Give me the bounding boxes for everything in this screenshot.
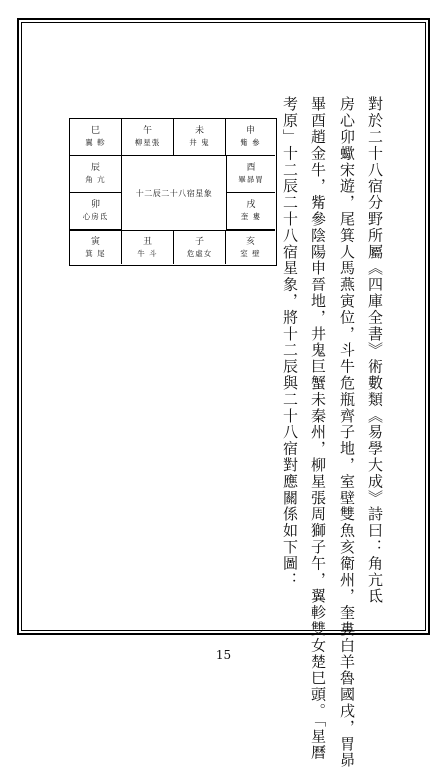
text-column-2: 房心卯蠍宋遊，尾箕人馬燕寅位，斗牛危瓶齊子地，室壁雙魚亥衛州，奎婁白羊魯國戌，胃昴 xyxy=(338,96,356,768)
stars-label: 柳星張 xyxy=(134,138,161,147)
diagram-center-label: 十二辰二十八宿星象 xyxy=(135,188,213,198)
branch-label: 午 xyxy=(142,126,152,136)
branch-label: 酉 xyxy=(246,163,256,173)
cell-xu xyxy=(226,193,275,230)
cell-wei xyxy=(174,119,226,156)
cell-yin xyxy=(70,230,122,264)
stars-label: 箕 尾 xyxy=(85,248,106,258)
stars-label: 畢昴胃 xyxy=(238,175,264,184)
text-column-3: 畢酉趙金牛，觜參陰陽申晉地，井鬼巨蟹未秦州，柳星張周獅子午，翼軫雙女楚巳頭。「星曆 xyxy=(309,96,327,761)
cell-mao xyxy=(70,193,122,230)
cell-hai xyxy=(226,230,275,264)
cell-shen xyxy=(226,119,275,156)
cell-chen xyxy=(70,156,122,193)
cell-wu xyxy=(122,119,174,156)
branch-label: 亥 xyxy=(245,236,255,247)
branch-label: 子 xyxy=(194,236,204,247)
branch-label: 辰 xyxy=(90,163,100,173)
cell-si xyxy=(70,119,122,156)
branch-label: 卯 xyxy=(90,200,100,210)
cell-chou xyxy=(122,230,174,264)
page-number: 15 xyxy=(215,648,232,662)
zodiac-diagram xyxy=(69,118,277,266)
cell-you xyxy=(226,156,275,193)
cell-zi xyxy=(174,230,226,264)
branch-label: 申 xyxy=(245,126,255,136)
stars-label: 奎 婁 xyxy=(240,212,262,221)
stars-label: 室 壁 xyxy=(240,248,261,258)
branch-label: 寅 xyxy=(90,236,100,247)
stars-label: 危虛女 xyxy=(186,248,213,258)
stars-label: 牛 斗 xyxy=(137,248,158,258)
branch-label: 未 xyxy=(194,126,204,136)
stars-label: 觜 參 xyxy=(240,138,261,147)
stars-label: 心房氐 xyxy=(82,212,109,221)
branch-label: 戌 xyxy=(246,200,256,210)
text-column-1: 對於二十八宿分野所屬《四庫全書》術數類《易學大成》詩曰：角亢氐 xyxy=(366,96,384,605)
branch-label: 丑 xyxy=(142,236,152,247)
text-column-4: 考原」十二辰二十八宿星象，將十二辰與二十八宿對應關係如下圖： xyxy=(281,96,299,588)
stars-label: 翼 軫 xyxy=(85,138,106,147)
stars-label: 角 亢 xyxy=(85,175,106,184)
branch-label: 巳 xyxy=(90,126,100,136)
stars-label: 井 鬼 xyxy=(189,138,210,147)
